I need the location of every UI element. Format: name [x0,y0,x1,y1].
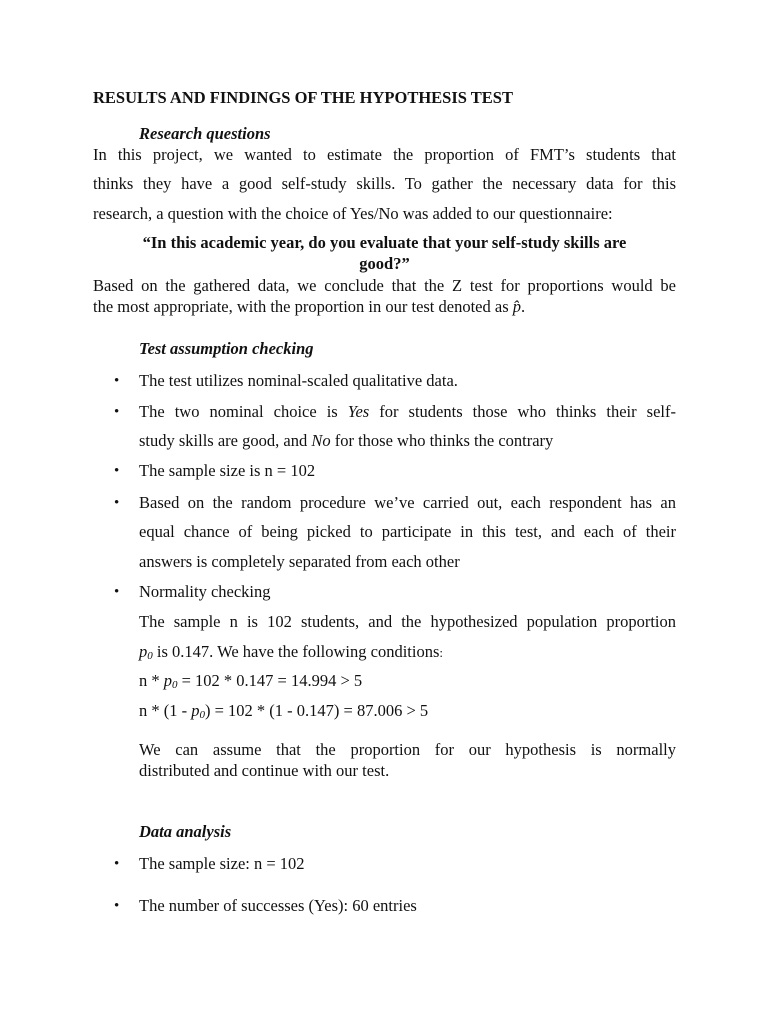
text: is 0.147. We have the following conditions [156,642,440,661]
assumption-bullet-2-line-1 [139,402,676,422]
assumption-bullet-4-line-3: answers is completely separated from each other [139,552,460,571]
analysis-bullet-2: The number of successes (Yes): 60 entries [139,896,417,915]
assumption-bullet-1: The test utilizes nominal-scaled qualitative data. [139,371,458,390]
yes-choice: Yes [347,402,370,421]
condition-1 [139,671,362,691]
bullet-icon: • [114,584,120,600]
text: The two nominal choice is [139,402,338,421]
text: ) = 102 * (1 - 0.147) = 87.006 > 5 [205,701,429,720]
assumption-bullet-2-line-2 [139,431,553,451]
normality-checking-title: Normality checking [139,582,271,601]
survey-question-line-1: “In this academic year, do you evaluate that your self-study skills are [142,233,627,252]
assumption-bullet-4-line-1: Based on the random procedure we’ve carried out, each respondent has an [139,493,676,512]
text: for those who thinks the contrary [334,431,554,450]
p0-symbol: p [191,701,200,720]
period: . [521,297,526,316]
text: study skills are good, and [139,431,308,450]
text: = 102 * 0.147 = 14.994 > 5 [181,671,363,690]
p0-symbol: p [163,671,172,690]
bullet-icon: • [114,898,120,914]
section-heading: RESULTS AND FINDINGS OF THE HYPOTHESIS TEST [93,88,513,107]
normality-line-1: The sample n is 102 students, and the hypothesized population proportion [139,612,676,631]
no-choice: No [311,431,331,450]
condition-2 [139,701,428,721]
assumption-subheading: Test assumption checking [139,339,314,358]
assumption-bullet-3: The sample size is n = 102 [139,461,316,480]
assumption-bullet-4-line-2: equal chance of being picked to participate in this test, and each of their [139,522,676,541]
conclusion-line-1: Based on the gathered data, we conclude that the Z test for proportions would be [93,276,676,295]
conclusion-line-2 [93,297,525,317]
research-questions-subheading: Research questions [139,124,271,143]
bullet-icon: • [114,463,120,479]
research-paragraph-line-2: thinks they have a good self-study skills. To gather the necessary data for this [93,174,676,193]
colon: : [439,645,443,660]
p0-subscript: 0 [147,650,153,662]
text: n * [139,671,160,690]
analysis-bullet-1: The sample size: n = 102 [139,854,305,873]
normality-conclusion-line-2: distributed and continue with our test. [139,761,390,780]
bullet-icon: • [114,404,120,420]
survey-question-line-2: good?” [359,254,410,273]
p-hat-symbol: p̂ [512,297,521,316]
normality-line-2 [139,642,443,663]
research-paragraph-line-3: research, a question with the choice of Yes/No was added to our questionnaire: [93,204,613,223]
p0-subscript: 0 [172,679,178,691]
bullet-icon: • [114,373,120,389]
data-analysis-subheading: Data analysis [139,822,232,841]
p0-subscript: 0 [199,709,205,721]
bullet-icon: • [114,856,120,872]
text: for students those who thinks their self- [379,402,676,421]
bullet-icon: • [114,495,120,511]
normality-conclusion-line-1: We can assume that the proportion for our hypothesis is normally [139,740,676,759]
research-paragraph-line-1: In this project, we wanted to estimate the proportion of FMT’s students that [93,145,676,164]
conclusion-text: the most appropriate, with the proportion in our test denoted as [93,297,509,316]
p0-symbol: p [139,642,148,661]
text: n * (1 - [139,701,188,720]
